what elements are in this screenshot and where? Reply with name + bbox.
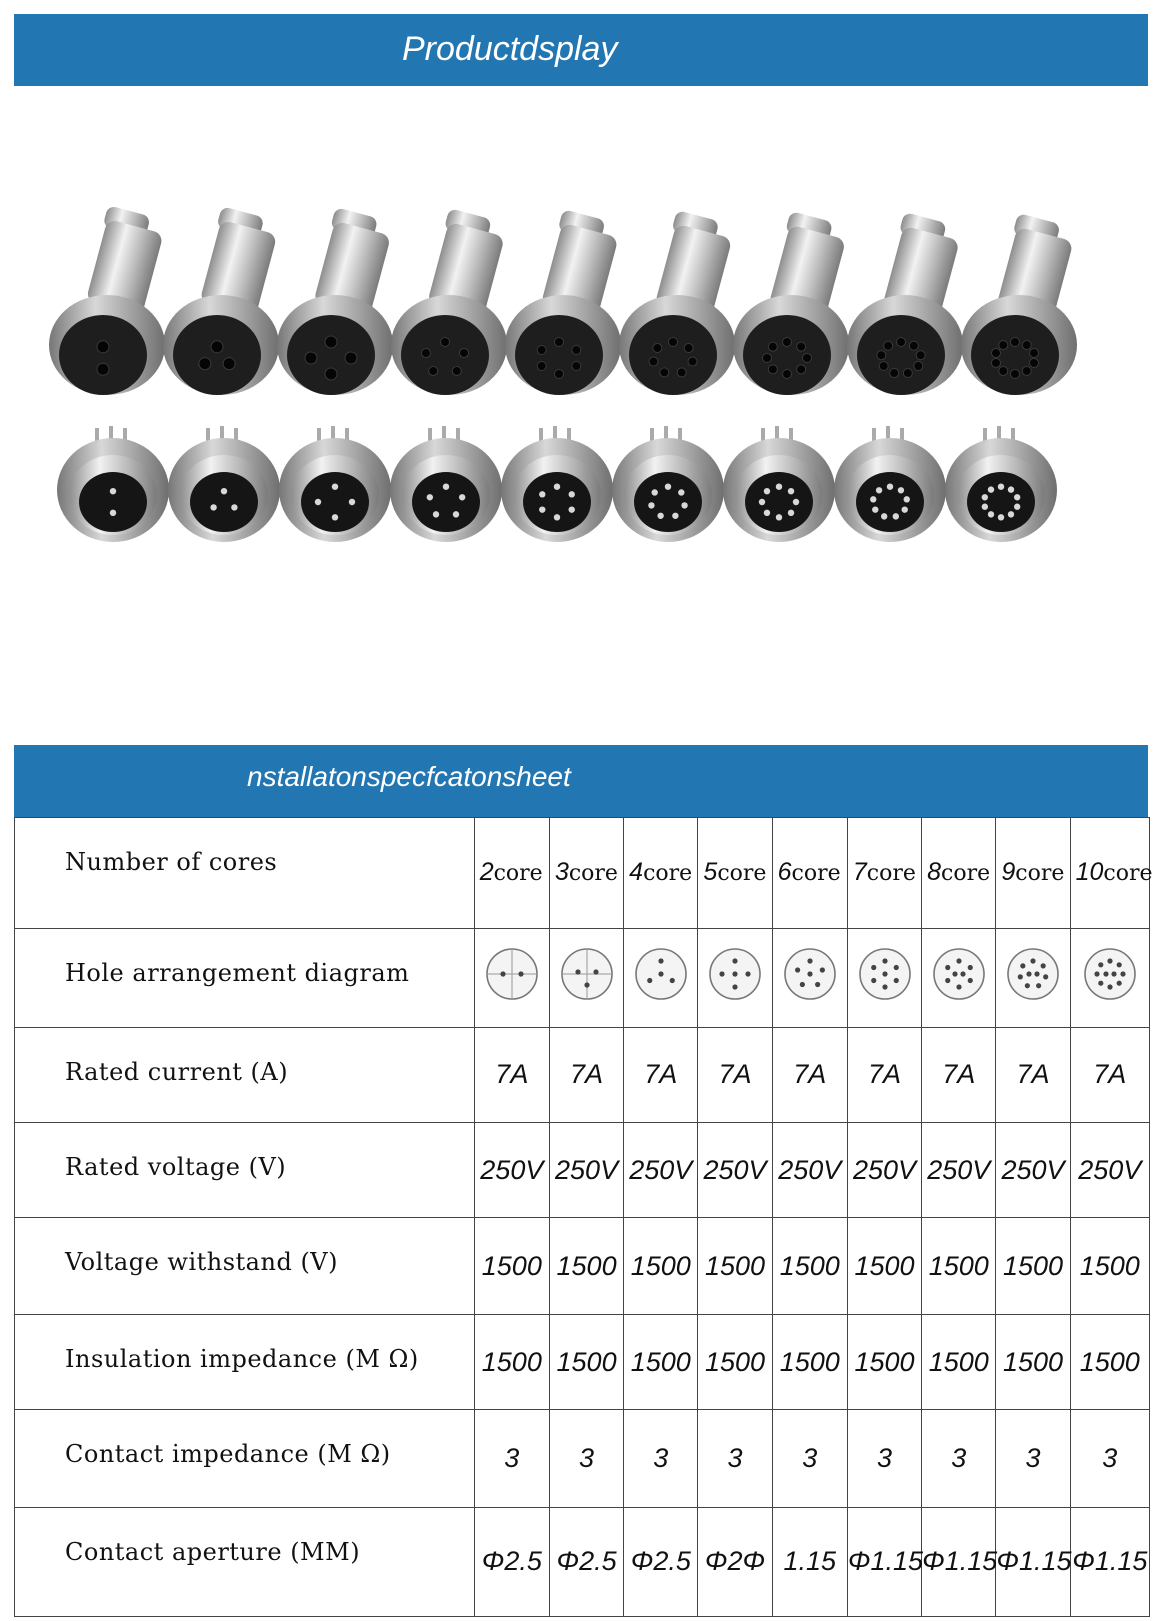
spec-value-contact: 3 [1070, 1410, 1149, 1508]
spec-value-aperture: Φ2.5 [474, 1507, 549, 1616]
row-label-withstand: Voltage withstand (V) [15, 1218, 475, 1315]
plug-connector [619, 210, 735, 395]
core-count-value: 2core [479, 858, 543, 886]
socket-connector [168, 426, 280, 542]
socket-connector [57, 426, 169, 542]
core-count-cell [698, 818, 772, 929]
spec-row-voltage [15, 1123, 1150, 1218]
spec-value-contact: 3 [847, 1410, 921, 1508]
hole-diagram-icon [996, 929, 1070, 1028]
spec-value-withstand: 1500 [922, 1218, 996, 1315]
spec-row-cores [15, 818, 1150, 929]
core-count-cell [1070, 818, 1153, 929]
spec-value-withstand: 1500 [996, 1218, 1070, 1315]
spec-value-aperture: 1.15 [772, 1507, 847, 1616]
spec-value-contact: 3 [624, 1410, 698, 1508]
spec-value-contact: 3 [922, 1410, 996, 1508]
spec-value-withstand: 1500 [847, 1218, 921, 1315]
row-label-cores: Number of cores [15, 818, 475, 929]
product-display-title: Productdsplay [402, 30, 618, 68]
spec-value-withstand: 1500 [772, 1218, 847, 1315]
spec-value-current: 7A [1070, 1027, 1149, 1122]
hole-diagram-icon [847, 929, 921, 1028]
connector-product-photo [30, 190, 1110, 590]
spec-value-aperture: Φ1.15 [996, 1507, 1070, 1616]
plug-connector [277, 207, 393, 395]
plug-connector [733, 211, 849, 395]
core-count-value: 4core [629, 858, 693, 886]
core-count-value: 5core [703, 858, 767, 886]
spec-sheet-banner [14, 745, 1148, 817]
spec-value-voltage: 250V [549, 1123, 623, 1218]
spec-row-contact [15, 1410, 1150, 1508]
core-count-cell [549, 818, 623, 929]
plug-connector [163, 206, 279, 395]
spec-value-aperture: Φ2.5 [624, 1507, 698, 1616]
spec-value-current: 7A [996, 1027, 1070, 1122]
spec-value-current: 7A [922, 1027, 996, 1122]
spec-value-voltage: 250V [624, 1123, 698, 1218]
spec-value-withstand: 1500 [698, 1218, 772, 1315]
row-label-contact: Contact impedance (M Ω) [15, 1410, 475, 1508]
plug-connector [505, 209, 621, 395]
spec-row-aperture [15, 1507, 1150, 1616]
spec-sheet-title: nstallatonspecfcatonsheet [247, 761, 571, 792]
spec-value-insulation: 1500 [922, 1314, 996, 1409]
core-count-cell [474, 818, 549, 929]
spec-value-aperture: Φ1.15 [922, 1507, 996, 1616]
hole-diagram-icon [922, 929, 996, 1028]
core-count-value: 7core [852, 858, 916, 886]
spec-value-insulation: 1500 [847, 1314, 921, 1409]
spec-value-insulation: 1500 [1070, 1314, 1149, 1409]
spec-table [14, 817, 1153, 1617]
hole-diagram-icon [474, 929, 549, 1028]
spec-value-insulation: 1500 [474, 1314, 549, 1409]
plug-connector [391, 208, 507, 395]
hole-diagram-icon [1070, 929, 1149, 1028]
core-count-cell [624, 818, 698, 929]
spec-value-aperture: Φ1.15 [1070, 1507, 1149, 1616]
row-label-aperture: Contact aperture (MM) [15, 1507, 475, 1616]
spec-value-withstand: 1500 [474, 1218, 549, 1315]
spec-value-voltage: 250V [1070, 1123, 1149, 1218]
core-count-value: 6core [777, 858, 841, 886]
spec-value-withstand: 1500 [549, 1218, 623, 1315]
hole-diagram-icon [698, 929, 772, 1028]
spec-value-contact: 3 [474, 1410, 549, 1508]
spec-value-current: 7A [549, 1027, 623, 1122]
spec-row-hole [15, 929, 1150, 1028]
hole-diagram-icon [624, 929, 698, 1028]
spec-value-insulation: 1500 [698, 1314, 772, 1409]
spec-value-contact: 3 [698, 1410, 772, 1508]
plug-connector [847, 212, 963, 395]
spec-value-insulation: 1500 [624, 1314, 698, 1409]
spec-value-insulation: 1500 [772, 1314, 847, 1409]
core-count-value: 8core [927, 858, 991, 886]
row-label-voltage: Rated voltage (V) [15, 1123, 475, 1218]
spec-row-insulation [15, 1314, 1150, 1409]
core-count-value: 9core [1001, 858, 1065, 886]
product-display-banner [14, 14, 1148, 86]
spec-value-insulation: 1500 [996, 1314, 1070, 1409]
spec-value-voltage: 250V [698, 1123, 772, 1218]
spec-value-contact: 3 [996, 1410, 1070, 1508]
spec-value-voltage: 250V [996, 1123, 1070, 1218]
spec-value-current: 7A [698, 1027, 772, 1122]
row-label-hole: Hole arrangement diagram [15, 929, 475, 1028]
spec-row-current [15, 1027, 1150, 1122]
row-label-current: Rated current (A) [15, 1027, 475, 1122]
spec-value-voltage: 250V [922, 1123, 996, 1218]
spec-row-withstand [15, 1218, 1150, 1315]
spec-value-aperture: Φ2Φ [698, 1507, 772, 1616]
spec-value-current: 7A [847, 1027, 921, 1122]
core-count-value: 3core [554, 858, 618, 886]
hole-diagram-icon [549, 929, 623, 1028]
spec-value-withstand: 1500 [624, 1218, 698, 1315]
spec-value-voltage: 250V [847, 1123, 921, 1218]
spec-value-voltage: 250V [772, 1123, 847, 1218]
core-count-cell [922, 818, 996, 929]
socket-connectors-row [57, 426, 1057, 542]
hole-diagram-icon [772, 929, 847, 1028]
spec-value-aperture: Φ2.5 [549, 1507, 623, 1616]
core-count-cell [996, 818, 1070, 929]
spec-value-withstand: 1500 [1070, 1218, 1149, 1315]
spec-value-insulation: 1500 [549, 1314, 623, 1409]
spec-value-contact: 3 [549, 1410, 623, 1508]
spec-value-voltage: 250V [474, 1123, 549, 1218]
spec-value-current: 7A [772, 1027, 847, 1122]
spec-value-contact: 3 [772, 1410, 847, 1508]
plug-connector [961, 213, 1077, 395]
plug-connectors-row [49, 205, 1077, 395]
core-count-cell [847, 818, 921, 929]
core-count-value: 10core [1075, 858, 1153, 886]
spec-value-current: 7A [474, 1027, 549, 1122]
spec-value-aperture: Φ1.15 [847, 1507, 921, 1616]
spec-value-current: 7A [624, 1027, 698, 1122]
row-label-insulation: Insulation impedance (M Ω) [15, 1314, 475, 1409]
core-count-cell [772, 818, 847, 929]
